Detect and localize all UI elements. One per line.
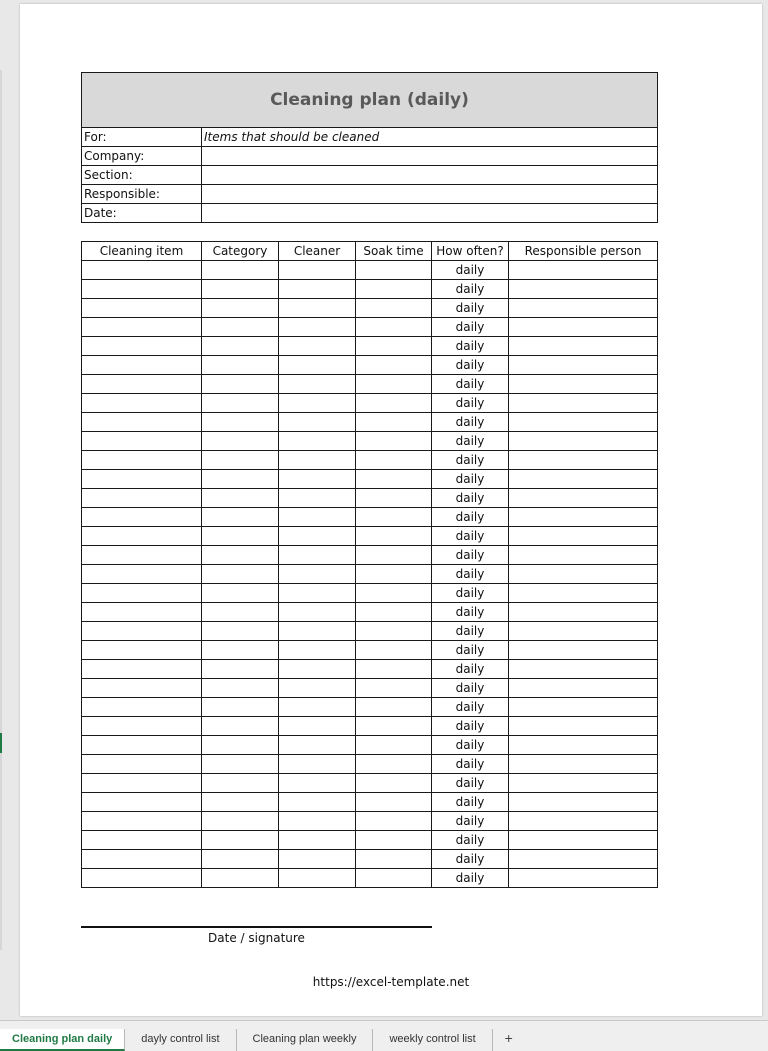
table-row: [82, 394, 658, 413]
table-row: [82, 641, 658, 660]
table-cell[interactable]: [509, 736, 658, 755]
table-cell[interactable]: [279, 527, 356, 546]
frequency-cell[interactable]: daily: [432, 451, 509, 470]
tab-label: weekly control list: [389, 1033, 476, 1045]
column-header[interactable]: Soak time: [356, 242, 432, 261]
table-row: [82, 679, 658, 698]
table-cell[interactable]: [82, 413, 202, 432]
table-cell[interactable]: [202, 869, 279, 888]
table-cell[interactable]: [279, 831, 356, 850]
frequency-cell[interactable]: daily: [432, 850, 509, 869]
info-label-cell[interactable]: For:: [82, 128, 202, 147]
sheet-tab-cleaning-plan-daily[interactable]: [0, 1029, 125, 1051]
table-cell[interactable]: [356, 774, 432, 793]
table-cell[interactable]: [356, 489, 432, 508]
table-row: [82, 850, 658, 869]
table-cell[interactable]: [356, 679, 432, 698]
table-row: [82, 603, 658, 622]
table-cell[interactable]: [279, 793, 356, 812]
frequency-cell[interactable]: daily: [432, 299, 509, 318]
frequency-cell[interactable]: daily: [432, 622, 509, 641]
table-row: [82, 299, 658, 318]
info-value-cell[interactable]: [202, 166, 658, 185]
frequency-cell[interactable]: daily: [432, 755, 509, 774]
sheet-tab-cleaning-plan-weekly[interactable]: [237, 1029, 374, 1051]
table-cell[interactable]: [356, 527, 432, 546]
table-cell[interactable]: [356, 869, 432, 888]
column-header[interactable]: Cleaning item: [82, 242, 202, 261]
frequency-cell[interactable]: daily: [432, 717, 509, 736]
table-cell[interactable]: [279, 546, 356, 565]
table-cell[interactable]: [202, 679, 279, 698]
table-cell[interactable]: [509, 869, 658, 888]
table-cell[interactable]: [509, 603, 658, 622]
table-cell[interactable]: [202, 793, 279, 812]
table-cell[interactable]: [356, 375, 432, 394]
table-cell[interactable]: [82, 755, 202, 774]
table-cell[interactable]: [82, 451, 202, 470]
info-label-cell[interactable]: Company:: [82, 147, 202, 166]
table-row: [82, 546, 658, 565]
table-cell[interactable]: [509, 793, 658, 812]
column-header-row: [82, 242, 658, 261]
table-cell[interactable]: [202, 565, 279, 584]
frequency-cell[interactable]: daily: [432, 869, 509, 888]
table-cell[interactable]: [356, 394, 432, 413]
table-row: [82, 375, 658, 394]
table-cell[interactable]: [279, 375, 356, 394]
table-cell[interactable]: [279, 489, 356, 508]
table-cell[interactable]: [509, 812, 658, 831]
frequency-cell[interactable]: daily: [432, 527, 509, 546]
add-sheet-button[interactable]: +: [504, 1030, 513, 1046]
table-cell[interactable]: [356, 660, 432, 679]
table-cell[interactable]: [279, 451, 356, 470]
table-cell[interactable]: [82, 565, 202, 584]
table-cell[interactable]: [279, 736, 356, 755]
tab-label: dayly control list: [141, 1033, 220, 1045]
table-row: [82, 337, 658, 356]
table-cell[interactable]: [279, 660, 356, 679]
table-cell[interactable]: [279, 774, 356, 793]
table-row: [82, 869, 658, 888]
table-cell[interactable]: [356, 812, 432, 831]
table-cell[interactable]: [202, 641, 279, 660]
table-cell[interactable]: [279, 812, 356, 831]
table-cell[interactable]: [356, 565, 432, 584]
table-cell[interactable]: [356, 698, 432, 717]
table-cell[interactable]: [356, 850, 432, 869]
table-cell[interactable]: [356, 546, 432, 565]
table-cell[interactable]: [82, 660, 202, 679]
table-row: [82, 413, 658, 432]
frequency-cell[interactable]: daily: [432, 679, 509, 698]
table-cell[interactable]: [279, 432, 356, 451]
table-row: [82, 812, 658, 831]
table-cell[interactable]: [82, 603, 202, 622]
table-row: [82, 831, 658, 850]
table-cell[interactable]: [82, 261, 202, 280]
table-cell[interactable]: [356, 584, 432, 603]
table-cell[interactable]: [509, 356, 658, 375]
table-cell[interactable]: [279, 698, 356, 717]
table-cell[interactable]: [356, 755, 432, 774]
table-cell[interactable]: [509, 489, 658, 508]
table-cell[interactable]: [82, 375, 202, 394]
table-cell[interactable]: [202, 527, 279, 546]
frequency-cell[interactable]: daily: [432, 394, 509, 413]
table-cell[interactable]: [509, 394, 658, 413]
table-cell[interactable]: [279, 413, 356, 432]
info-row: [82, 204, 658, 223]
table-cell[interactable]: [82, 280, 202, 299]
table-cell[interactable]: [82, 318, 202, 337]
frequency-cell[interactable]: daily: [432, 641, 509, 660]
table-row: [82, 698, 658, 717]
table-row: [82, 793, 658, 812]
table-cell[interactable]: [356, 413, 432, 432]
table-cell[interactable]: [82, 717, 202, 736]
table-row: [82, 356, 658, 375]
table-cell[interactable]: [509, 641, 658, 660]
table-cell[interactable]: [509, 831, 658, 850]
table-cell[interactable]: [509, 622, 658, 641]
website-url: https://excel-template.net: [312, 975, 470, 989]
table-cell[interactable]: [82, 394, 202, 413]
table-cell[interactable]: [202, 394, 279, 413]
frequency-cell[interactable]: daily: [432, 774, 509, 793]
info-label-cell[interactable]: Responsible:: [82, 185, 202, 204]
sheet-tab-dayly-control-list[interactable]: [125, 1029, 236, 1051]
table-cell[interactable]: [202, 280, 279, 299]
table-row: [82, 261, 658, 280]
table-cell[interactable]: [82, 869, 202, 888]
column-header[interactable]: Responsible person: [509, 242, 658, 261]
table-cell[interactable]: [509, 679, 658, 698]
column-header[interactable]: Category: [202, 242, 279, 261]
table-cell[interactable]: [82, 470, 202, 489]
table-cell[interactable]: [279, 565, 356, 584]
table-cell[interactable]: [82, 641, 202, 660]
cleaning-plan-table: [81, 241, 658, 888]
table-cell[interactable]: [82, 850, 202, 869]
table-cell[interactable]: [279, 508, 356, 527]
table-cell[interactable]: [356, 508, 432, 527]
table-cell[interactable]: [82, 698, 202, 717]
info-value-cell[interactable]: [202, 185, 658, 204]
table-cell[interactable]: [82, 793, 202, 812]
table-cell[interactable]: [279, 280, 356, 299]
frequency-cell[interactable]: daily: [432, 280, 509, 299]
table-cell[interactable]: [202, 508, 279, 527]
table-cell[interactable]: [509, 584, 658, 603]
table-cell[interactable]: [509, 470, 658, 489]
table-cell[interactable]: [202, 489, 279, 508]
tab-label: Cleaning plan daily: [12, 1033, 113, 1045]
table-cell[interactable]: [82, 299, 202, 318]
table-row: [82, 432, 658, 451]
frequency-cell[interactable]: daily: [432, 470, 509, 489]
table-cell[interactable]: [82, 527, 202, 546]
table-cell[interactable]: [279, 337, 356, 356]
table-cell[interactable]: [202, 451, 279, 470]
table-cell[interactable]: [202, 318, 279, 337]
frequency-cell[interactable]: daily: [432, 337, 509, 356]
table-cell[interactable]: [356, 432, 432, 451]
table-cell[interactable]: [82, 774, 202, 793]
table-cell[interactable]: [356, 299, 432, 318]
info-value-cell[interactable]: Items that should be cleaned: [202, 128, 658, 147]
frequency-cell[interactable]: daily: [432, 375, 509, 394]
info-label-cell[interactable]: Section:: [82, 166, 202, 185]
table-cell[interactable]: [82, 337, 202, 356]
table-cell[interactable]: [279, 261, 356, 280]
table-cell[interactable]: [509, 717, 658, 736]
tab-label: Cleaning plan weekly: [252, 1033, 357, 1045]
table-cell[interactable]: [279, 622, 356, 641]
info-row: [82, 166, 658, 185]
table-cell[interactable]: [279, 318, 356, 337]
table-cell[interactable]: [82, 546, 202, 565]
table-cell[interactable]: [509, 850, 658, 869]
frequency-cell[interactable]: daily: [432, 261, 509, 280]
frequency-cell[interactable]: daily: [432, 812, 509, 831]
table-cell[interactable]: [82, 432, 202, 451]
info-value-cell[interactable]: [202, 147, 658, 166]
table-cell[interactable]: [202, 698, 279, 717]
table-cell[interactable]: [279, 641, 356, 660]
table-cell[interactable]: [509, 660, 658, 679]
signature-label: Date / signature: [208, 931, 305, 945]
frequency-cell[interactable]: daily: [432, 508, 509, 527]
table-row: [82, 660, 658, 679]
frequency-cell[interactable]: daily: [432, 736, 509, 755]
frequency-cell[interactable]: daily: [432, 432, 509, 451]
table-cell[interactable]: [202, 774, 279, 793]
table-row: [82, 584, 658, 603]
table-cell[interactable]: [356, 736, 432, 755]
table-cell[interactable]: [509, 451, 658, 470]
table-cell[interactable]: [202, 812, 279, 831]
table-cell[interactable]: [509, 774, 658, 793]
table-cell[interactable]: [509, 565, 658, 584]
table-cell[interactable]: [202, 717, 279, 736]
table-cell[interactable]: [279, 299, 356, 318]
table-row: [82, 451, 658, 470]
table-cell[interactable]: [202, 337, 279, 356]
table-cell[interactable]: [509, 546, 658, 565]
table-cell[interactable]: [279, 394, 356, 413]
table-row: [82, 565, 658, 584]
frequency-cell[interactable]: daily: [432, 413, 509, 432]
row-selection-marker: [0, 733, 2, 753]
signature-line: [81, 926, 432, 928]
table-cell[interactable]: [202, 660, 279, 679]
table-cell[interactable]: [82, 831, 202, 850]
table-cell[interactable]: [509, 337, 658, 356]
table-cell[interactable]: [279, 850, 356, 869]
table-row: [82, 527, 658, 546]
frequency-cell[interactable]: daily: [432, 698, 509, 717]
table-cell[interactable]: [202, 413, 279, 432]
table-cell[interactable]: [202, 375, 279, 394]
table-cell[interactable]: [82, 679, 202, 698]
table-cell[interactable]: [356, 470, 432, 489]
table-cell[interactable]: [82, 356, 202, 375]
table-cell[interactable]: [509, 508, 658, 527]
table-row: [82, 470, 658, 489]
table-cell[interactable]: [356, 356, 432, 375]
table-cell[interactable]: [279, 603, 356, 622]
table-cell[interactable]: [509, 318, 658, 337]
header-info-table: [81, 72, 658, 223]
sheet-tab-weekly-control-list[interactable]: [373, 1029, 492, 1051]
frequency-cell[interactable]: daily: [432, 603, 509, 622]
table-cell[interactable]: [202, 831, 279, 850]
column-header[interactable]: Cleaner: [279, 242, 356, 261]
table-cell[interactable]: [509, 432, 658, 451]
table-cell[interactable]: [356, 831, 432, 850]
table-cell[interactable]: [279, 755, 356, 774]
table-cell[interactable]: [356, 641, 432, 660]
table-cell[interactable]: [82, 812, 202, 831]
info-row: [82, 185, 658, 204]
table-cell[interactable]: [202, 850, 279, 869]
frequency-cell[interactable]: daily: [432, 831, 509, 850]
info-value-cell[interactable]: [202, 204, 658, 223]
table-cell[interactable]: [82, 584, 202, 603]
table-cell[interactable]: [82, 736, 202, 755]
table-cell[interactable]: [279, 869, 356, 888]
table-cell[interactable]: [509, 280, 658, 299]
info-row: [82, 128, 658, 147]
table-cell[interactable]: [279, 717, 356, 736]
table-cell[interactable]: [356, 603, 432, 622]
table-cell[interactable]: [356, 793, 432, 812]
column-header[interactable]: How often?: [432, 242, 509, 261]
sheet-tab-bar: [0, 1020, 768, 1051]
table-cell[interactable]: [509, 527, 658, 546]
table-row: [82, 318, 658, 337]
table-cell[interactable]: [356, 337, 432, 356]
table-cell[interactable]: [202, 546, 279, 565]
frequency-cell[interactable]: daily: [432, 565, 509, 584]
table-cell[interactable]: [202, 622, 279, 641]
frequency-cell[interactable]: daily: [432, 584, 509, 603]
frequency-cell[interactable]: daily: [432, 793, 509, 812]
table-row: [82, 622, 658, 641]
table-cell[interactable]: [509, 261, 658, 280]
table-cell[interactable]: [202, 432, 279, 451]
table-row: [82, 774, 658, 793]
frequency-cell[interactable]: daily: [432, 546, 509, 565]
sheet-title[interactable]: Cleaning plan (daily): [82, 73, 658, 128]
table-cell[interactable]: [202, 755, 279, 774]
frequency-cell[interactable]: daily: [432, 356, 509, 375]
table-cell[interactable]: [202, 356, 279, 375]
table-cell[interactable]: [202, 603, 279, 622]
table-cell[interactable]: [279, 584, 356, 603]
info-label-cell[interactable]: Date:: [82, 204, 202, 223]
table-cell[interactable]: [202, 470, 279, 489]
table-cell[interactable]: [509, 698, 658, 717]
table-cell[interactable]: [279, 679, 356, 698]
table-row: [82, 755, 658, 774]
table-cell[interactable]: [356, 717, 432, 736]
table-row: [82, 736, 658, 755]
frequency-cell[interactable]: daily: [432, 318, 509, 337]
table-cell[interactable]: [356, 451, 432, 470]
table-cell[interactable]: [279, 356, 356, 375]
table-cell[interactable]: [202, 584, 279, 603]
table-row: [82, 508, 658, 527]
table-cell[interactable]: [356, 261, 432, 280]
table-cell[interactable]: [509, 755, 658, 774]
table-cell[interactable]: [82, 508, 202, 527]
table-row: [82, 717, 658, 736]
table-cell[interactable]: [509, 375, 658, 394]
table-row: [82, 280, 658, 299]
table-cell[interactable]: [82, 622, 202, 641]
table-cell[interactable]: [202, 736, 279, 755]
table-cell[interactable]: [279, 470, 356, 489]
table-cell[interactable]: [356, 318, 432, 337]
frequency-cell[interactable]: daily: [432, 489, 509, 508]
table-cell[interactable]: [509, 413, 658, 432]
table-cell[interactable]: [202, 299, 279, 318]
sheet-left-edge: [0, 70, 2, 950]
table-cell[interactable]: [82, 489, 202, 508]
table-cell[interactable]: [202, 261, 279, 280]
table-cell[interactable]: [356, 622, 432, 641]
frequency-cell[interactable]: daily: [432, 660, 509, 679]
table-row: [82, 489, 658, 508]
info-row: [82, 147, 658, 166]
table-cell[interactable]: [356, 280, 432, 299]
table-cell[interactable]: [509, 299, 658, 318]
